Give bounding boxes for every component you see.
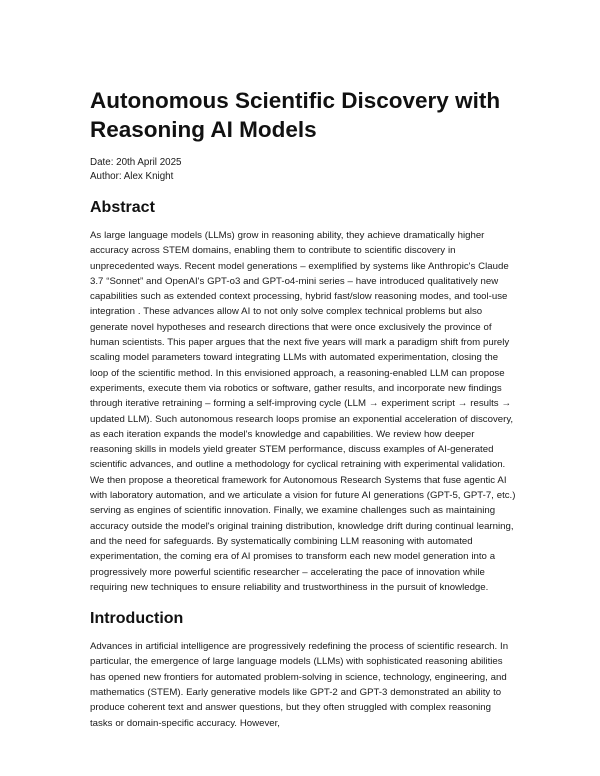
abstract-heading: Abstract [90,199,155,216]
paper-title: Autonomous Scientific Discovery with Reasoning AI Models [90,88,501,142]
abstract-text: As large language models (LLMs) grow in reasoning ability, they achieve dramatically higher accuracy across STEM domains, enabling them to contribute to scientific discovery in unprecedented ways. Recent model generations – exemplified by systems like Anthropic's Claude 3.7 “Sonnet” and OpenAI's GPT-o3 and GPT-o4-mini series – have introduced qualitatively new capabilities such as extended context processing, hybrid fast/slow reasoning modes, and tool-use integration . These advances allow AI to not only solve complex technical problems but also generate novel hypotheses and research directions that were once exclusively the province of human scientists. This paper argues that the next five years will mark a paradigm shift from purely scaling model parameters toward integrating LLMs with automated experimentation, closing the loop of the scientific method. In this envisioned approach, a reasoning-enabled LLM can propose experiments, execute them via robotics or software, gather results, and incorporate new findings through iterative retraining – forming a self-improving cycle (LLM → experiment script → results → updated LLM). Such autonomous research loops promise an exponential acceleration of discovery, as each iteration expands the model's knowledge and capabilities. We review how deeper reasoning skills in models yield greater STEM performance, discuss examples of AI-generated scientific advances, and outline a methodology for cyclical retraining with experimental validation. We then propose a theoretical framework for Autonomous Research Systems that fuse agentic AI with laboratory automation, and we articulate a vision for future AI generations (GPT-5, GPT-7, etc.) serving as engines of scientific innovation. Finally, we examine challenges such as maintaining accuracy outside the model's original training distribution, knowledge drift during continual learning, and the need for safeguards. By systematically combining LLM reasoning with automated experimentation, the coming era of AI promises to transform each new model generation into a progressively more powerful scientific researcher – accelerating the pace of innovation while requiring new techniques to ensure reliability and trustworthiness in the pursuit of knowledge. [90,230,516,593]
paper-author: Author: Alex Knight [90,171,174,182]
introduction-heading: Introduction [90,610,184,628]
paper-page [90,86,516,731]
paper-date: Date: 20th April 2025 [90,157,182,168]
introduction-text: Advances in artificial intelligence are progressively redefining the process of scientific research. In particular, the emergence of large language models (LLMs) with sophisticated reasoning abilities has opened new frontiers for automated problem-solving in science, technology, engineering, and mathematics (STEM). Early generative models like GPT-2 and GPT-3 demonstrated an ability to produce coherent text and answer questions, but they often struggled with complex reasoning tasks or domain-specific accuracy. However, [90,641,509,729]
